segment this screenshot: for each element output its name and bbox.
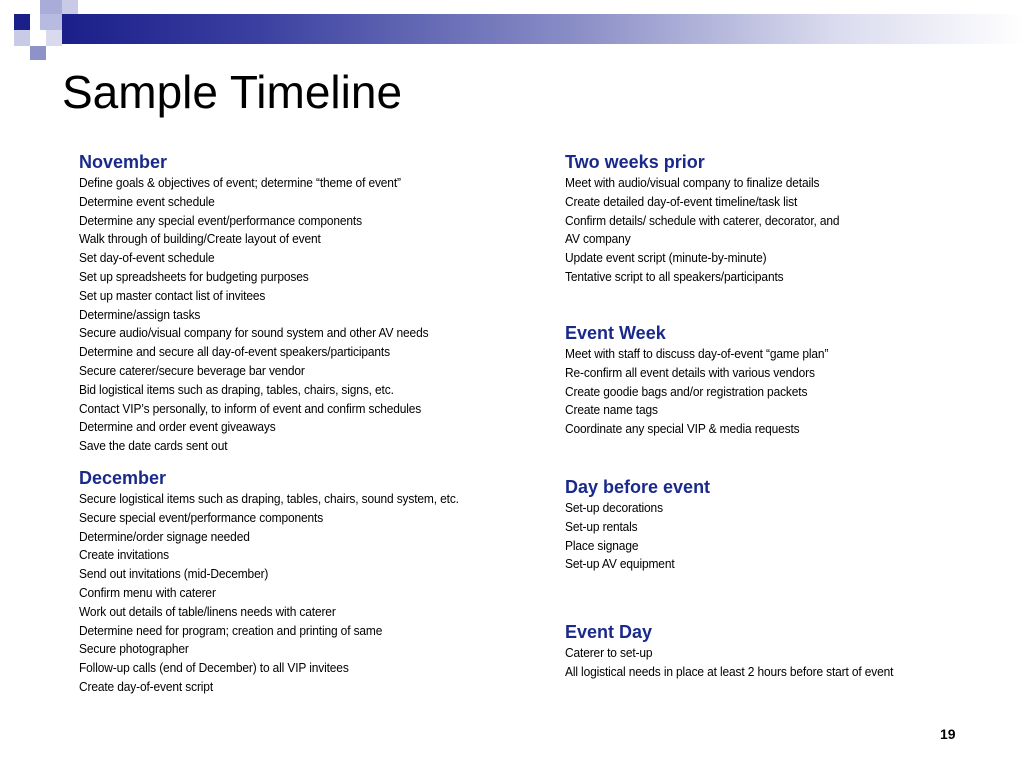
list-item: Meet with audio/visual company to finalize details bbox=[565, 175, 820, 190]
list-item: Create invitations bbox=[79, 547, 169, 563]
list-item: Confirm menu with caterer bbox=[79, 584, 216, 600]
page-number: 19 bbox=[940, 726, 956, 742]
list-item: Create detailed day-of-event timeline/task list bbox=[565, 193, 798, 209]
list-item: Tentative script to all speakers/participants bbox=[565, 268, 784, 284]
list-item: Set-up rentals bbox=[565, 518, 638, 534]
list-item: Re-confirm all event details with various vendors bbox=[565, 364, 815, 380]
deco-square-light bbox=[46, 30, 62, 46]
task-list bbox=[565, 174, 1005, 287]
section-event-week bbox=[565, 321, 1005, 439]
list-item: Determine any special event/performance components bbox=[79, 212, 362, 228]
deco-square-dark bbox=[14, 14, 30, 30]
list-item: Determine/order signage needed bbox=[79, 528, 250, 544]
list-item: All logistical needs in place at least 2 hours before start of event bbox=[565, 663, 894, 679]
list-item: Determine need for program; creation and printing of same bbox=[79, 622, 383, 638]
list-item: Update event script (minute-by-minute) bbox=[565, 250, 767, 266]
list-item: Place signage bbox=[565, 537, 639, 553]
section-november bbox=[79, 150, 549, 456]
list-item: Meet with staff to discuss day-of-event “game plan” bbox=[565, 346, 829, 361]
section-heading: Event Day bbox=[565, 622, 653, 642]
section-heading: December bbox=[79, 468, 167, 488]
list-item: Determine/assign tasks bbox=[79, 306, 201, 322]
task-list bbox=[565, 499, 1005, 574]
list-item: Set-up decorations bbox=[565, 500, 663, 515]
section-day-before-event bbox=[565, 475, 1005, 574]
list-item: Save the date cards sent out bbox=[79, 438, 228, 454]
list-item: Create name tags bbox=[565, 402, 658, 418]
list-item: Caterer to set-up bbox=[565, 645, 653, 660]
section-two-weeks-prior bbox=[565, 150, 1005, 287]
deco-square-light bbox=[40, 14, 62, 30]
list-item: Create day-of-event script bbox=[79, 678, 214, 694]
deco-square-light bbox=[14, 30, 30, 46]
deco-square-light bbox=[62, 0, 78, 14]
list-item: Set day-of-event schedule bbox=[79, 250, 215, 266]
list-item: Determine event schedule bbox=[79, 193, 215, 209]
header-gradient-bar bbox=[62, 14, 1024, 44]
list-item: Determine and order event giveaways bbox=[79, 419, 276, 435]
task-list bbox=[565, 345, 1005, 439]
list-item: Confirm details/ schedule with caterer, decorator, and bbox=[565, 212, 840, 228]
list-item: Send out invitations (mid-December) bbox=[79, 566, 269, 582]
list-item: Set-up AV equipment bbox=[565, 556, 675, 572]
task-list bbox=[79, 174, 549, 456]
list-item: Set up spreadsheets for budgeting purposes bbox=[79, 268, 309, 284]
deco-square-light bbox=[40, 0, 62, 14]
list-item: Create goodie bags and/or registration packets bbox=[565, 383, 808, 399]
list-item: Coordinate any special VIP & media requests bbox=[565, 421, 800, 437]
list-item: Contact VIP’s personally, to inform of event and confirm schedules bbox=[79, 400, 422, 416]
list-item: Secure logistical items such as draping, tables, chairs, sound system, etc. bbox=[79, 491, 459, 506]
page-title: Sample Timeline bbox=[62, 66, 403, 118]
list-item: Walk through of building/Create layout of event bbox=[79, 231, 321, 247]
list-item: Bid logistical items such as draping, tables, chairs, signs, etc. bbox=[79, 381, 394, 397]
section-december bbox=[79, 466, 549, 697]
section-heading: Event Week bbox=[565, 323, 666, 343]
section-heading: Two weeks prior bbox=[565, 152, 705, 172]
deco-square-mid bbox=[30, 46, 46, 60]
list-item: Work out details of table/linens needs with caterer bbox=[79, 603, 336, 619]
list-item: Secure photographer bbox=[79, 641, 189, 657]
section-heading: November bbox=[79, 152, 168, 172]
list-item: Secure special event/performance components bbox=[79, 509, 324, 525]
list-item: Set up master contact list of invitees bbox=[79, 287, 266, 303]
list-item: Follow-up calls (end of December) to all VIP invitees bbox=[79, 660, 349, 676]
task-list bbox=[565, 644, 1005, 682]
list-item: Determine and secure all day-of-event speakers/participants bbox=[79, 344, 390, 360]
list-item: AV company bbox=[565, 231, 631, 247]
section-heading: Day before event bbox=[565, 477, 711, 497]
list-item: Secure audio/visual company for sound system and other AV needs bbox=[79, 325, 429, 341]
section-event-day bbox=[565, 620, 1005, 682]
list-item: Define goals & objectives of event; determine “theme of event” bbox=[79, 175, 401, 190]
task-list bbox=[79, 490, 549, 697]
list-item: Secure caterer/secure beverage bar vendor bbox=[79, 362, 305, 378]
